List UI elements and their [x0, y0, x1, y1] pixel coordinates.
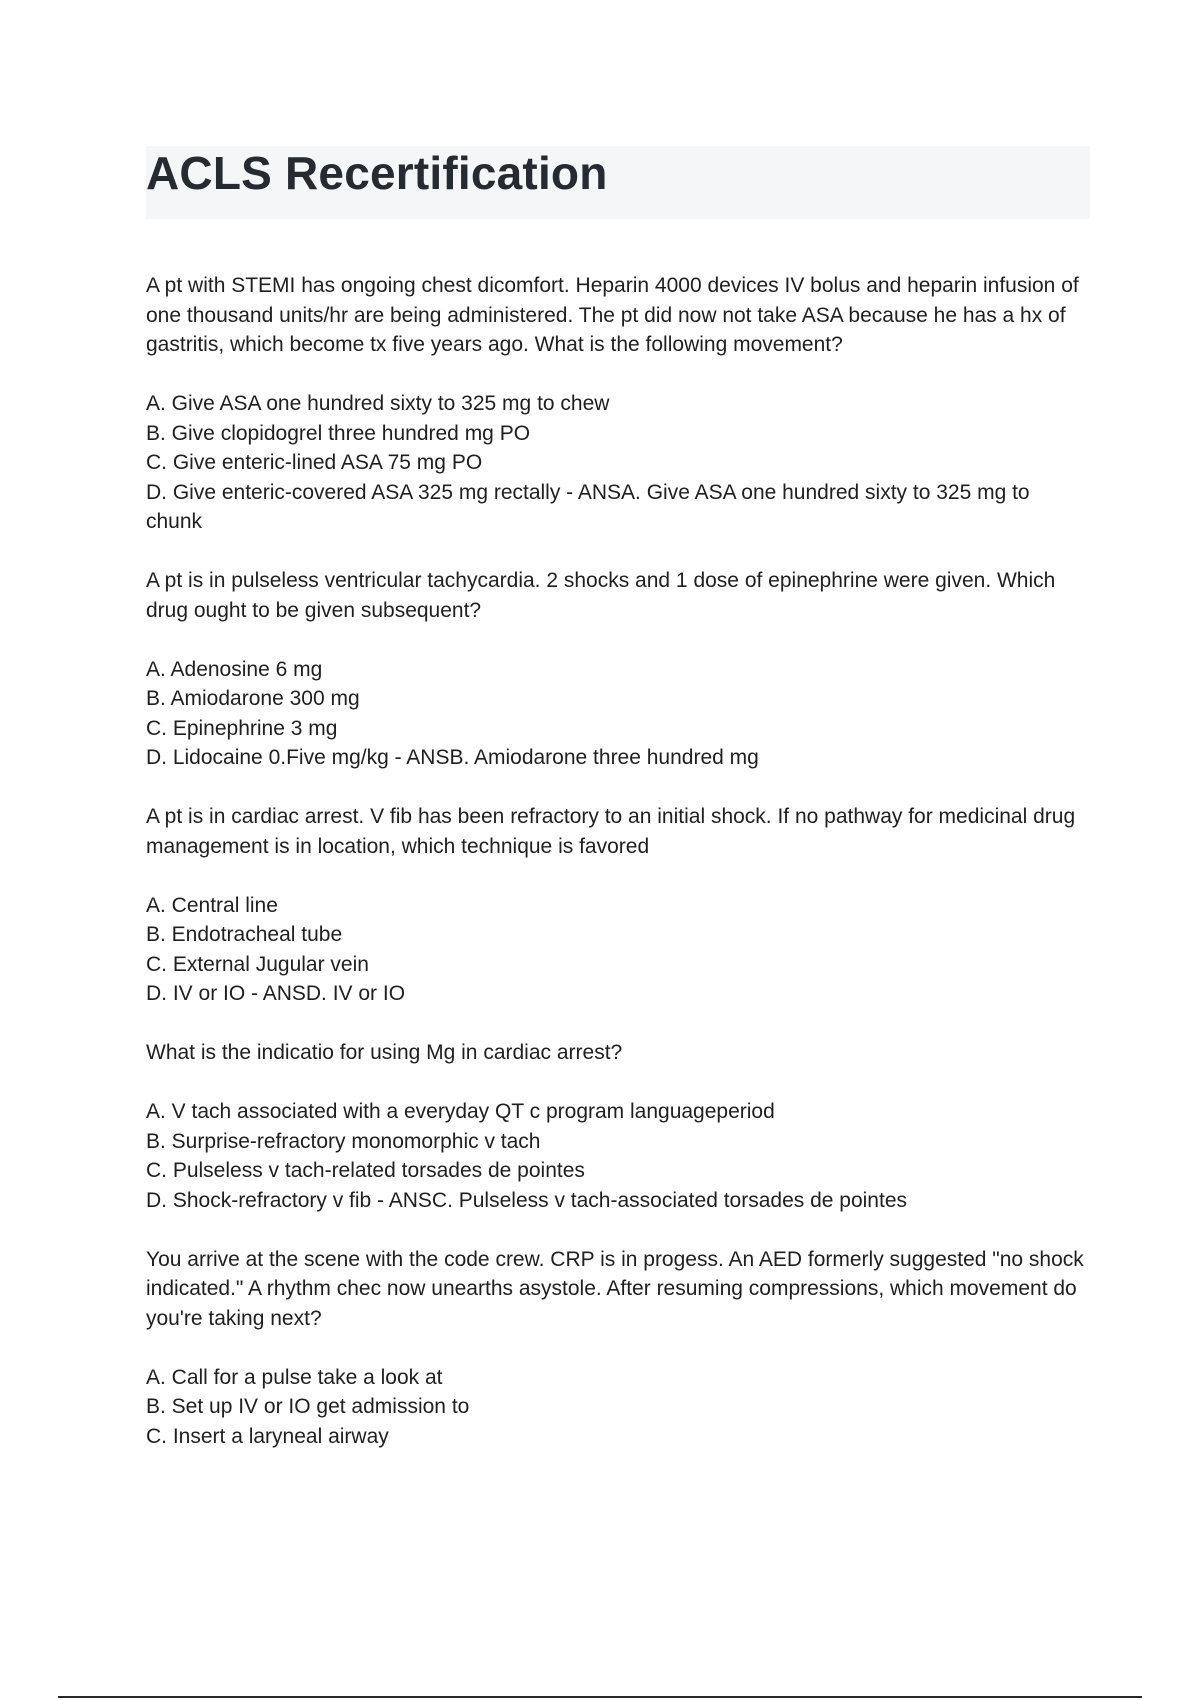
title-banner [146, 146, 1090, 219]
option-item: A. Central line [146, 893, 278, 917]
option-item: B. Give clopidogrel three hundred mg PO [146, 421, 531, 445]
option-item: B. Surprise-refractory monomorphic v tach [146, 1129, 541, 1153]
question-text: A pt is in pulseless ventricular tachycardia. 2 shocks and 1 dose of epinephrine were given. Which drug ought to be given subsequent? [146, 569, 1056, 622]
page-title: ACLS Recertification [146, 147, 608, 199]
option-item: B. Set up IV or IO get admission to [146, 1395, 470, 1418]
document-body [146, 271, 1090, 1481]
option-item: A. V tach associated with a everyday QT c program languageperiod [146, 1100, 775, 1123]
option-item: A. Give ASA one hundred sixty to 325 mg to chew [146, 392, 610, 415]
question-3 [146, 802, 1090, 861]
question-text: You arrive at the scene with the code crew. CRP is in progess. An AED formerly suggested "no shock indicated." A rhythm chec now unearths asystole. After resuming compressions, which movement do you're taking next? [146, 1247, 1084, 1330]
question-text: What is the indicatio for using Mg in cardiac arrest? [146, 1041, 623, 1064]
option-item: A. Call for a pulse take a look at [146, 1365, 443, 1389]
page-divider [58, 1696, 1142, 1698]
question-1 [146, 271, 1090, 360]
options-3 [146, 891, 1090, 1009]
options-4 [146, 1097, 1090, 1215]
options-1 [146, 389, 1090, 537]
option-item: D. IV or IO - ANSD. IV or IO [146, 982, 406, 1005]
question-4 [146, 1038, 1090, 1068]
question-text: A pt with STEMI has ongoing chest dicomfort. Heparin 4000 devices IV bolus and heparin infusion of one thousand units/hr are being administered. The pt did now not take ASA because he has a hx of gastritis, which become tx five years ago. What is the following movement? [146, 274, 1079, 356]
option-item: D. Give enteric-covered ASA 325 mg rectally - ANSA. Give ASA one hundred sixty to 325 mg to chunk [146, 480, 1030, 533]
option-item: D. Lidocaine 0.Five mg/kg - ANSB. Amiodarone three hundred mg [146, 746, 759, 769]
option-item: C. Insert a laryneal airway [146, 1424, 389, 1448]
question-text: A pt is in cardiac arrest. V fib has been refractory to an initial shock. If no pathway for medicinal drug management is in location, which technique is favored [146, 805, 1076, 858]
question-2 [146, 566, 1090, 625]
options-2 [146, 655, 1090, 773]
option-item: B. Endotracheal tube [146, 923, 343, 946]
option-item: C. External Jugular vein [146, 952, 369, 976]
option-item: C. Pulseless v tach-related torsades de pointes [146, 1159, 585, 1182]
option-item: B. Amiodarone 300 mg [146, 687, 360, 710]
option-item: C. Give enteric-lined ASA 75 mg PO [146, 451, 483, 474]
option-item: A. Adenosine 6 mg [146, 657, 323, 681]
option-item: C. Epinephrine 3 mg [146, 716, 338, 740]
options-5 [146, 1363, 1090, 1452]
option-item: D. Shock-refractory v fib - ANSC. Pulseless v tach-associated torsades de pointes [146, 1188, 907, 1212]
question-5 [146, 1245, 1090, 1334]
